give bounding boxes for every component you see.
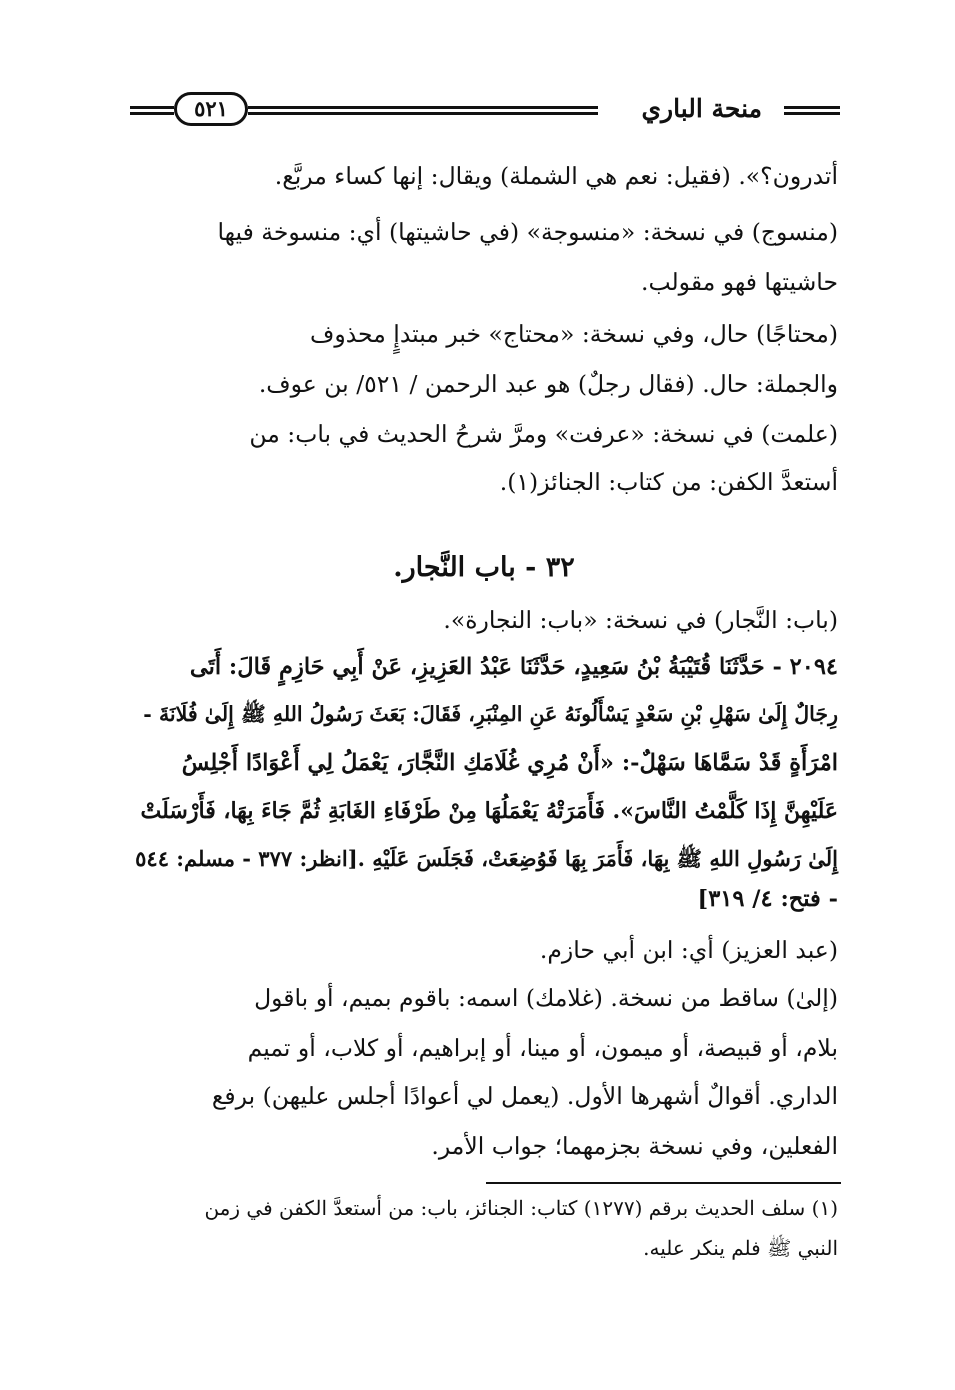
page-number: ٥٢١: [174, 92, 248, 126]
text-line: (منسوج) في نسخة: «منسوجة» (في حاشيتها) أي: منسوخة فيها: [217, 218, 838, 246]
header-rule-right: [784, 106, 840, 118]
hadith-line: امْرَأَةٍ قَدْ سَمَّاهَا سَهْلٌ-: «أَنْ مُرِي غُلَامَكِ النَّجَّارَ، يَعْمَلُ لِي أَعْوَادًا أَجْلِسُ: [181, 750, 838, 776]
hadith-line: ٢٠٩٤ - حَدَّثَنَا قُتَيْبَةُ بْنُ سَعِيدٍ، حَدَّثَنَا عَبْدُ العَزِيزِ، عَنْ أَبِي حَازِمٍ قَالَ: أَتَى: [189, 654, 838, 680]
commentary-line: الفعلين، وفي نسخة بجزمهما؛ جواب الأمر.: [431, 1132, 838, 1160]
header-rule-left: [130, 106, 174, 118]
text-line: حاشيتها فهو مقولب.: [640, 268, 838, 296]
footnote-separator: [486, 1182, 841, 1184]
text-line: (محتاجًا) حال، وفي نسخة: «محتاج» خبر مبتدإٍ محذوف: [310, 320, 838, 348]
chapter-note: (باب: النَّجار) في نسخة: «باب: النجارة».: [443, 606, 838, 634]
header-rule-middle: [248, 106, 598, 118]
commentary-line: بلام، أو قبيصة، أو ميمون، أو مينا، أو إبراهيم، أو كلاب، أو تميم: [247, 1034, 838, 1062]
text-line: أتدرون؟». (فقيل: نعم هي الشملة) ويقال: إنها كساء مربَّع.: [274, 162, 838, 190]
hadith-reference: - فتح: ٤/ ٣١٩]: [697, 886, 838, 912]
commentary-line: (عبد العزيز) أي: ابن أبي حازم.: [539, 936, 838, 964]
running-title: منحة الباري: [641, 94, 762, 123]
commentary-line: (إلىٰ) ساقط من نسخة. (غلامك) اسمه: باقوم بميم، أو باقول: [254, 984, 838, 1012]
chapter-title: ٣٢ - باب النَّجار.: [393, 552, 575, 583]
text-line: أستعدَّ الكفن: من كتاب: الجنائز(١).: [499, 468, 838, 496]
running-header: [130, 92, 840, 136]
text-line: والجملة: حال. (فقال رجلٌ) هو عبد الرحمن / ٥٢١/ بن عوف.: [258, 370, 838, 398]
footnote-line: النبي ﷺ فلم ينكر عليه.: [643, 1236, 838, 1260]
hadith-line: إِلَىٰ رَسُولِ اللهِ ﷺ بِهَا، فَأَمَرَ بِهَا فَوُضِعَتْ، فَجَلَسَ عَلَيْهِ .[انظر: ٣٧٧ - مسلم: ٥٤٤: [135, 846, 838, 871]
commentary-line: الداري. أقوالٌ أشهرها الأول. (يعمل لي أعوادًا أجلس عليهن) برفع: [211, 1082, 838, 1110]
footnote-line: (١) سلف الحديث برقم (١٢٧٧) كتاب: الجنائز، باب: من أستعدَّ الكفن في زمن: [204, 1196, 838, 1220]
text-line: (علمت) في نسخة: «عرفت» ومرَّ شرحُ الحديث في باب: من: [249, 420, 838, 448]
hadith-line: رِجَالٌ إِلَىٰ سَهْلِ بْنِ سَعْدٍ يَسْأَلُونَهُ عَنِ المِنْبَرِ، فَقَالَ: بَعَثَ رَسُولُ اللهِ ﷺ إِلَىٰ فُلَانَةَ -: [143, 702, 838, 726]
hadith-line: عَلَيْهِنَّ إِذَا كَلَّمْتُ النَّاسَ». فَأَمَرَتْهُ يَعْمَلُهَا مِنْ طَرْفَاءِ الغَابَةِ ثُمَّ جَاءَ بِهَا، فَأَرْسَلَتْ: [140, 798, 838, 824]
